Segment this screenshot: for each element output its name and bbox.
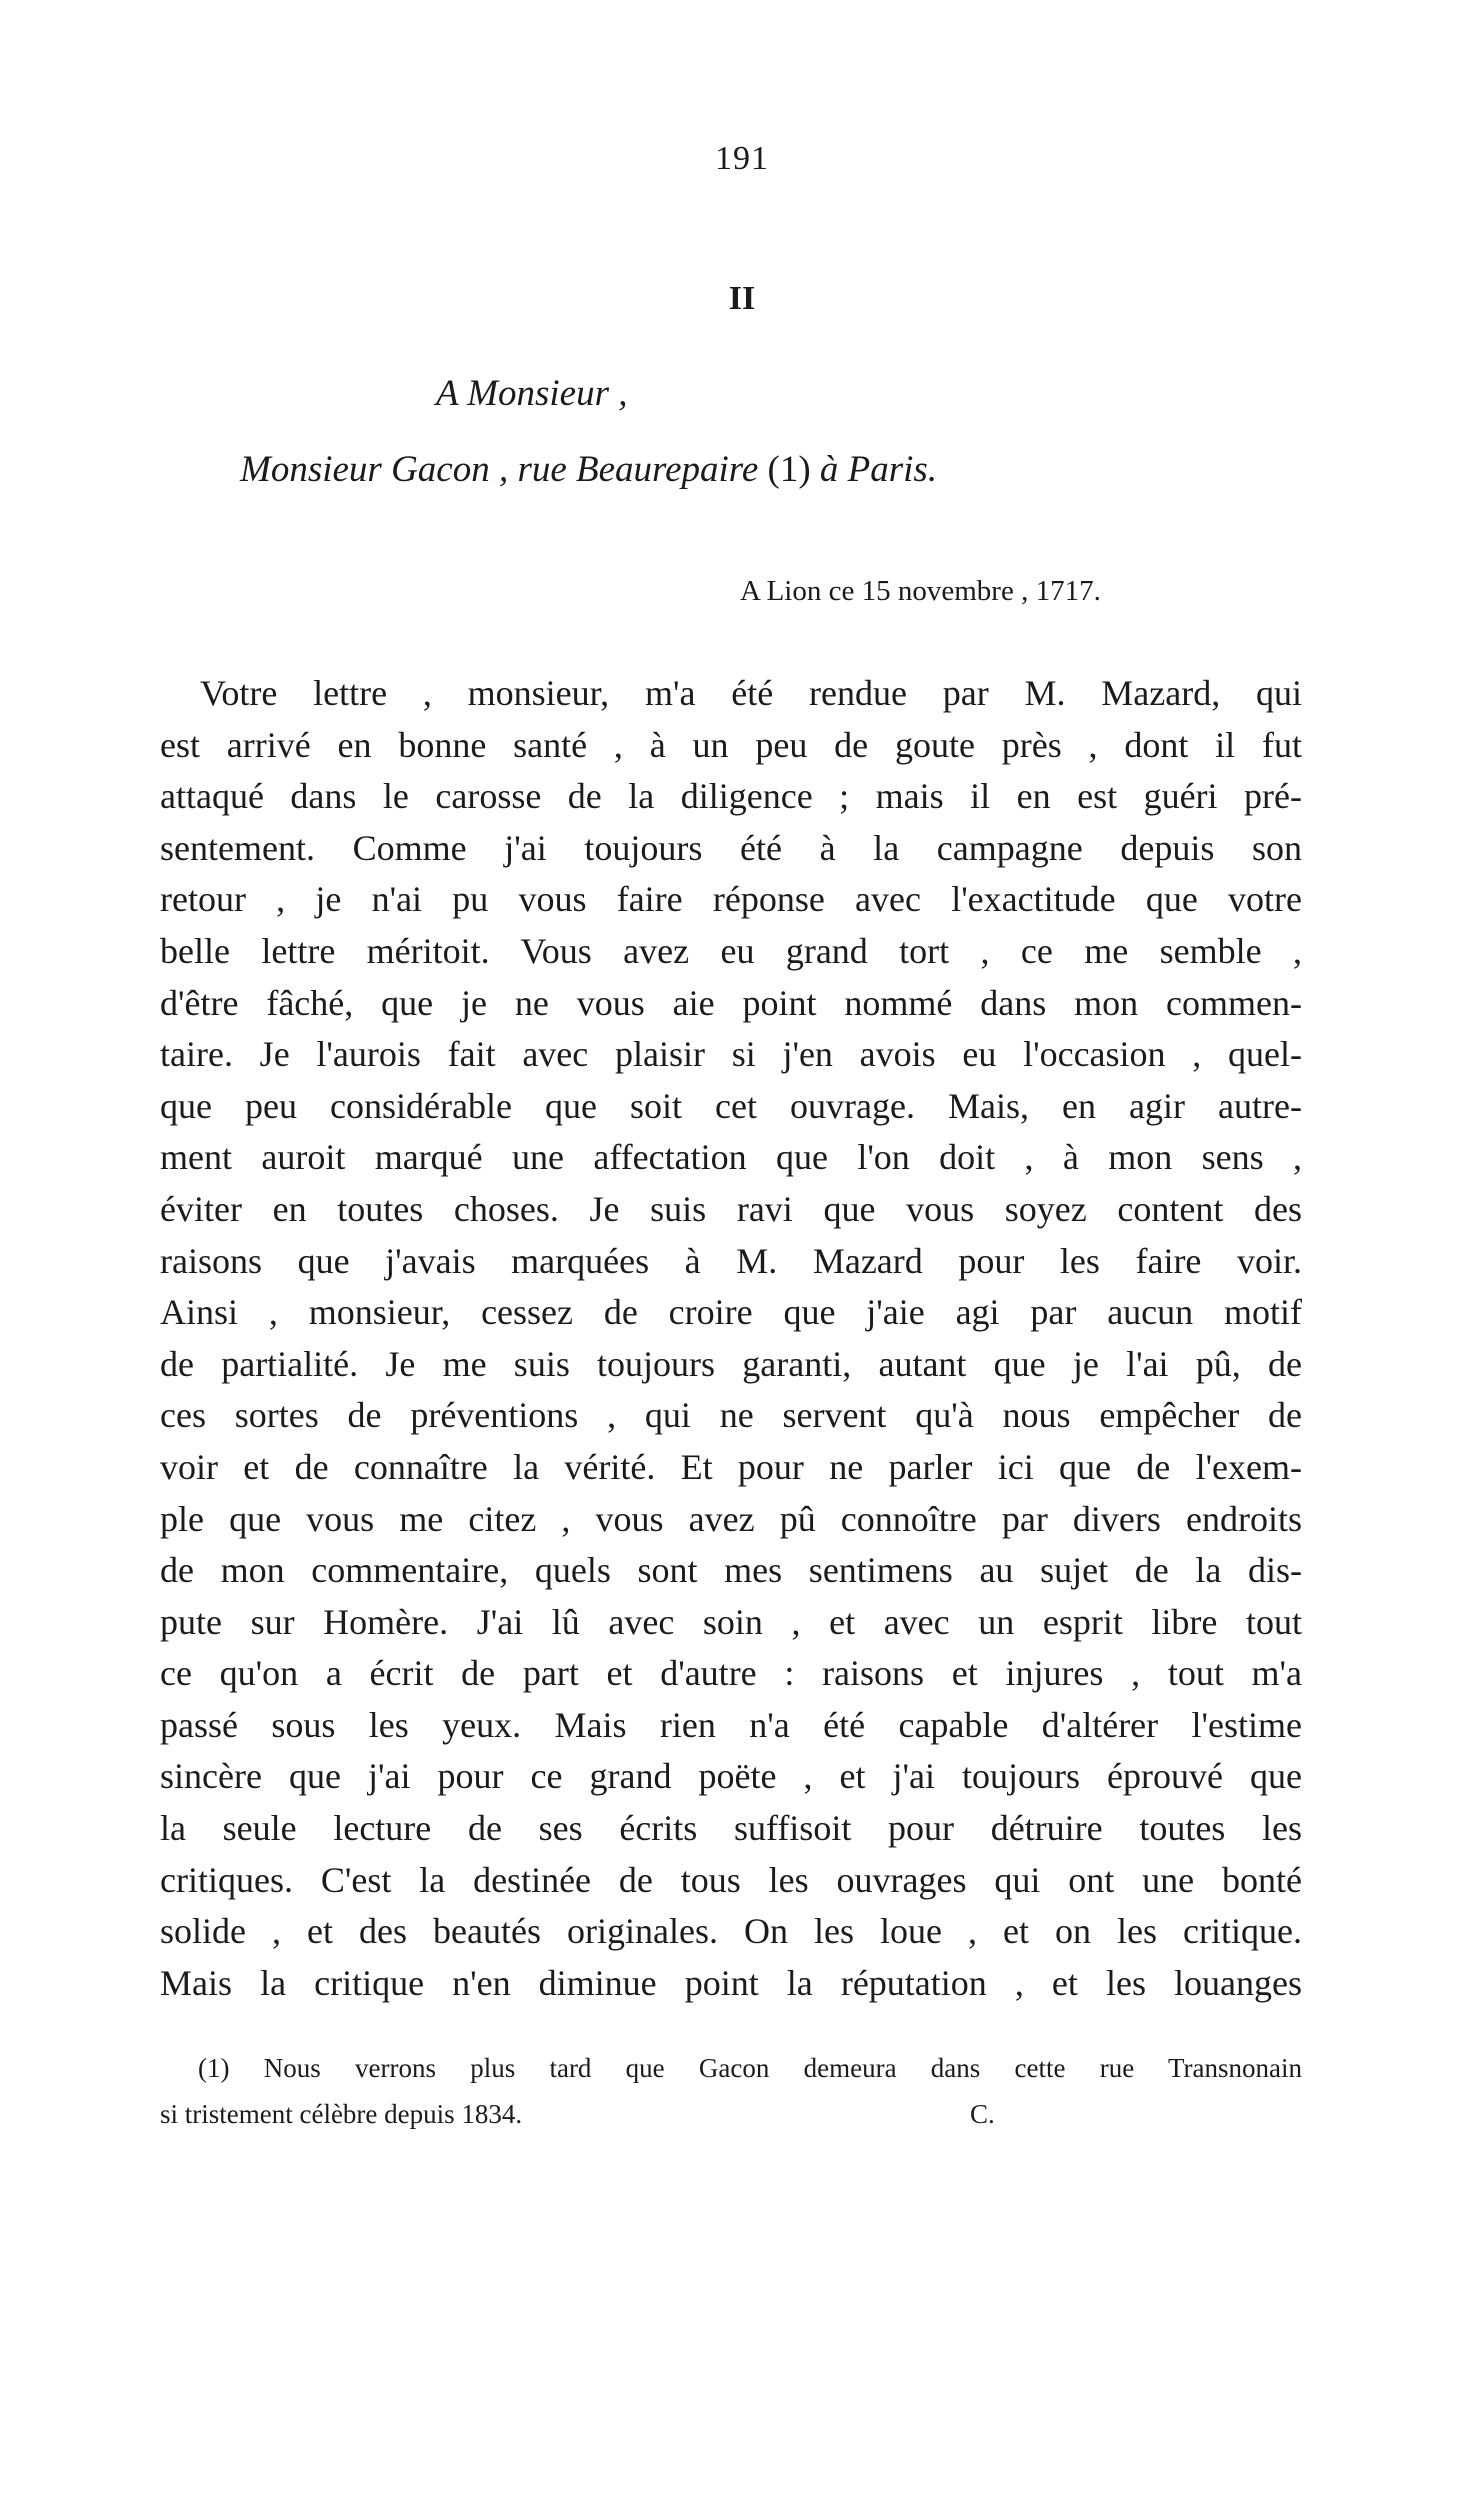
body-line: critiques. C'est la destinée de tous les ouvrages qui ont une bonté [160,1859,1302,1900]
body-line: attaqué dans le carosse de la diligence ; mais il en est guéri pré- [160,776,1302,817]
body-line: la seule lecture de ses écrits suffisoit pour détruire toutes les [160,1808,1302,1849]
letter-address-line-1: A Monsieur , [436,373,628,414]
body-line: ce qu'on a écrit de part et d'autre : raisons et injures , tout m'a [160,1653,1302,1694]
body-line: Mais la critique n'en diminue point la réputation , et les louanges [160,1962,1302,2003]
body-line: Votre lettre , monsieur, m'a été rendue par M. Mazard, qui [200,673,1302,713]
section-numeral: II [728,280,756,317]
letter-body [160,668,1302,2009]
footnote-reference: (1) [767,449,811,490]
body-line: pute sur Homère. J'ai lû avec soin , et avec un esprit libre tout [160,1601,1302,1642]
body-line: solide , et des beautés originales. On les loue , et on les critique. [160,1911,1302,1952]
footnote [160,2045,1302,2137]
letter-dateline: A Lion ce 15 novembre , 1717. [740,575,1101,607]
body-line: de partialité. Je me suis toujours garanti, autant que je l'ai pû, de [160,1343,1302,1384]
footnote-signature: C. [970,2099,995,2129]
body-line: d'être fâché, que je ne vous aie point nommé dans mon commen- [160,982,1302,1023]
body-line: ces sortes de préventions , qui ne servent qu'à nous empêcher de [160,1395,1302,1436]
letter-address-line-2 [240,448,937,491]
body-line: est arrivé en bonne santé , à un peu de goute près , dont il fut [160,724,1302,765]
body-line: sincère que j'ai pour ce grand poëte , et j'ai toujours éprouvé que [160,1756,1302,1797]
body-line: ple que vous me citez , vous avez pû connoître par divers endroits [160,1498,1302,1539]
body-line: voir et de connaître la vérité. Et pour ne parler ici que de l'exem- [160,1446,1302,1487]
address-city: à Paris. [810,449,938,490]
body-line: ment auroit marqué une affectation que l'on doit , à mon sens , [160,1137,1302,1178]
body-line: Ainsi , monsieur, cessez de croire que j'aie agi par aucun motif [160,1292,1302,1333]
footnote-text: si tristement célèbre depuis 1834. [160,2099,523,2129]
body-line: raisons que j'avais marquées à M. Mazard pour les faire voir. [160,1240,1302,1281]
body-line: de mon commentaire, quels sont mes sentimens au sujet de la dis- [160,1550,1302,1591]
address-name: Monsieur Gacon , rue Beaurepaire [240,449,768,490]
body-line: passé sous les yeux. Mais rien n'a été capable d'altérer l'estime [160,1704,1302,1745]
footnote-line [160,2091,1302,2137]
body-line: éviter en toutes choses. Je suis ravi que vous soyez content des [160,1188,1302,1229]
body-line: que peu considérable que soit cet ouvrage. Mais, en agir autre- [160,1085,1302,1126]
body-line: retour , je n'ai pu vous faire réponse avec l'exactitude que votre [160,879,1302,920]
page-number: 191 [715,140,769,177]
body-line: belle lettre méritoit. Vous avez eu grand tort , ce me semble , [160,930,1302,971]
body-line: taire. Je l'aurois fait avec plaisir si j'en avois eu l'occasion , quel- [160,1034,1302,1075]
body-line: sentement. Comme j'ai toujours été à la campagne depuis son [160,827,1302,868]
footnote-line: (1) Nous verrons plus tard que Gacon demeura dans cette rue Transnonain [198,2053,1302,2083]
